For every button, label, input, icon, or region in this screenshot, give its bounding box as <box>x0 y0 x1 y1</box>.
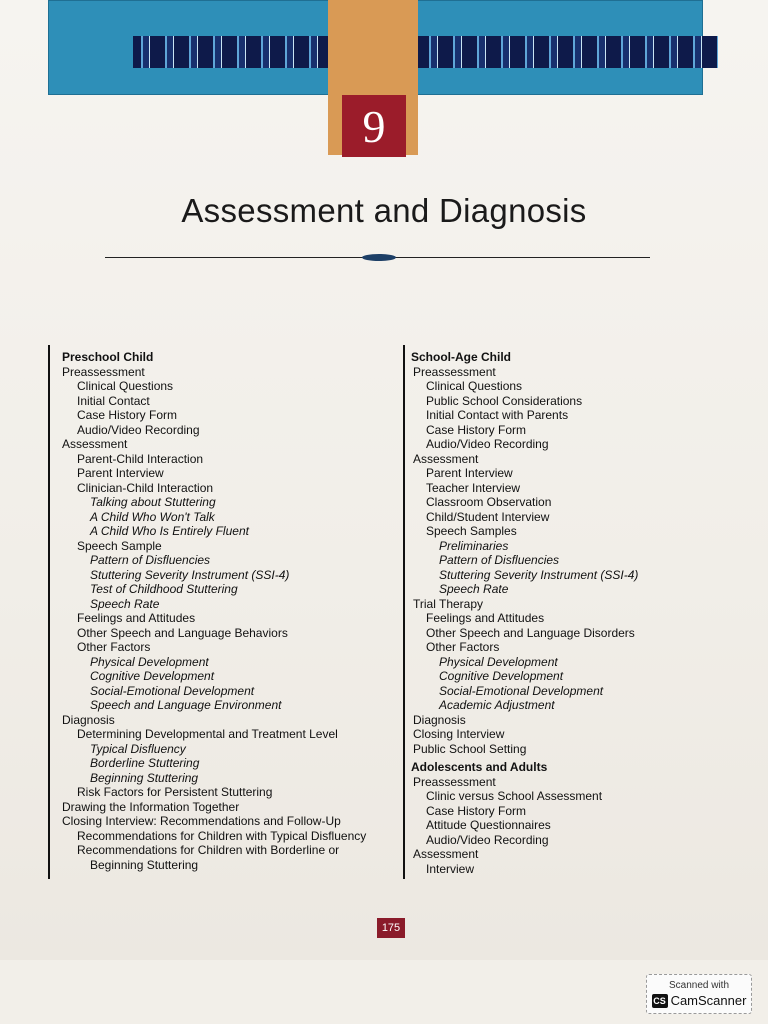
toc-entry: Risk Factors for Persistent Stuttering <box>77 785 273 799</box>
toc-entry: Speech Rate <box>90 596 160 611</box>
toc-entry: Speech Samples <box>426 524 517 538</box>
toc-entry: Typical Disfluency <box>90 741 186 756</box>
toc-entry: Determining Developmental and Treatment Level <box>77 727 338 741</box>
title-divider-ornament <box>362 254 396 261</box>
toc-entry: Preassessment <box>62 364 145 379</box>
toc-left-column <box>48 345 388 879</box>
toc-entry: A Child Who Won't Talk <box>90 509 215 524</box>
toc-entry: Drawing the Information Together <box>62 799 240 814</box>
toc-entry: Child/Student Interview <box>426 509 550 524</box>
toc-entry: Physical Development <box>439 654 558 669</box>
toc-entry: Preliminaries <box>439 538 509 553</box>
toc-entry: Beginning Stuttering <box>90 857 199 872</box>
toc-entry: Other Factors <box>426 640 500 654</box>
toc-entry: Feelings and Attitudes <box>426 611 545 625</box>
toc-entry: Interview <box>426 861 475 876</box>
toc-section-heading: Preschool Child <box>62 350 154 364</box>
toc-entry: Cognitive Development <box>439 669 564 683</box>
toc-entry: Other Speech and Language Behaviors <box>77 625 288 640</box>
chapter-title: Assessment and Diagnosis <box>181 192 587 229</box>
toc-entry: Initial Contact with Parents <box>426 408 569 422</box>
toc-entry: Academic Adjustment <box>439 698 555 712</box>
toc-entry: Preassessment <box>413 364 496 379</box>
banner-photo-strip <box>133 36 718 68</box>
toc-entry: Cognitive Development <box>90 669 215 683</box>
toc-entry: Borderline Stuttering <box>90 756 200 770</box>
toc-entry: Case History Form <box>426 422 527 437</box>
toc-entry: Speech Rate <box>439 582 509 596</box>
toc-entry: Public School Considerations <box>426 393 583 408</box>
toc-entry: Closing Interview: Recommendations and Follow-Up <box>62 814 341 828</box>
page-number: 175 <box>377 918 405 938</box>
toc-entry: Pattern of Disfluencies <box>90 553 211 567</box>
toc-entry: Parent Interview <box>426 466 513 480</box>
toc-entry: Closing Interview <box>413 727 505 741</box>
toc-entry: Diagnosis <box>62 712 115 727</box>
chapter-number: 9 <box>342 95 406 157</box>
toc-entry: Diagnosis <box>413 712 466 727</box>
toc-entry: Public School Setting <box>413 741 527 756</box>
toc-entry: Clinical Questions <box>77 379 174 393</box>
toc-entry: Other Factors <box>77 640 151 654</box>
toc-entry: Audio/Video Recording <box>426 437 549 451</box>
toc-entry: Recommendations for Children with Typical Disfluency <box>77 828 367 843</box>
toc-entry: Speech and Language Environment <box>90 698 282 712</box>
toc-entry: Clinical Questions <box>426 379 523 393</box>
toc-entry: Preassessment <box>413 774 496 789</box>
toc-entry: Speech Sample <box>77 538 162 553</box>
toc-entry: Attitude Questionnaires <box>426 818 551 832</box>
toc-entry: Social-Emotional Development <box>90 683 255 698</box>
camscanner-logo-icon: CS <box>653 995 666 1006</box>
toc-entry: Audio/Video Recording <box>77 422 200 437</box>
toc-entry: Teacher Interview <box>426 480 521 495</box>
toc-entry: Parent-Child Interaction <box>77 451 204 466</box>
toc-entry: Audio/Video Recording <box>426 832 549 847</box>
toc-entry: A Child Who Is Entirely Fluent <box>90 524 249 538</box>
toc-entry: Parent Interview <box>77 466 164 480</box>
toc-entry: Social-Emotional Development <box>439 683 604 698</box>
toc-section-heading: School-Age Child <box>411 350 511 364</box>
toc-entry: Talking about Stuttering <box>90 495 216 509</box>
toc-entry: Beginning Stuttering <box>90 770 199 785</box>
toc-right-column <box>403 345 725 879</box>
scanner-brand <box>647 993 751 1008</box>
toc-entry: Assessment <box>413 847 479 861</box>
toc-entry: Assessment <box>62 437 128 451</box>
toc-entry: Test of Childhood Stuttering <box>90 582 238 596</box>
toc-entry: Stuttering Severity Instrument (SSI-4) <box>90 567 290 582</box>
scanner-name: CamScanner <box>670 993 747 1008</box>
toc-entry: Pattern of Disfluencies <box>439 553 560 567</box>
toc-entry: Feelings and Attitudes <box>77 611 196 625</box>
toc-entry: Clinician-Child Interaction <box>77 480 214 495</box>
toc-entry: Recommendations for Children with Borderline or <box>77 843 340 857</box>
toc-entry: Case History Form <box>77 408 178 422</box>
toc-section-heading: Adolescents and Adults <box>411 760 548 774</box>
toc-entry: Case History Form <box>426 803 527 818</box>
scanner-watermark <box>646 974 752 1014</box>
toc-entry: Other Speech and Language Disorders <box>426 625 635 640</box>
scanner-caption: Scanned with <box>668 980 730 991</box>
toc-entry: Clinic versus School Assessment <box>426 789 603 803</box>
toc-entry: Stuttering Severity Instrument (SSI-4) <box>439 567 639 582</box>
toc-entry: Physical Development <box>90 654 209 669</box>
toc-entry: Trial Therapy <box>413 596 484 611</box>
toc-entry: Assessment <box>413 451 479 466</box>
toc-entry: Initial Contact <box>77 393 150 408</box>
toc-entry: Classroom Observation <box>426 495 552 509</box>
